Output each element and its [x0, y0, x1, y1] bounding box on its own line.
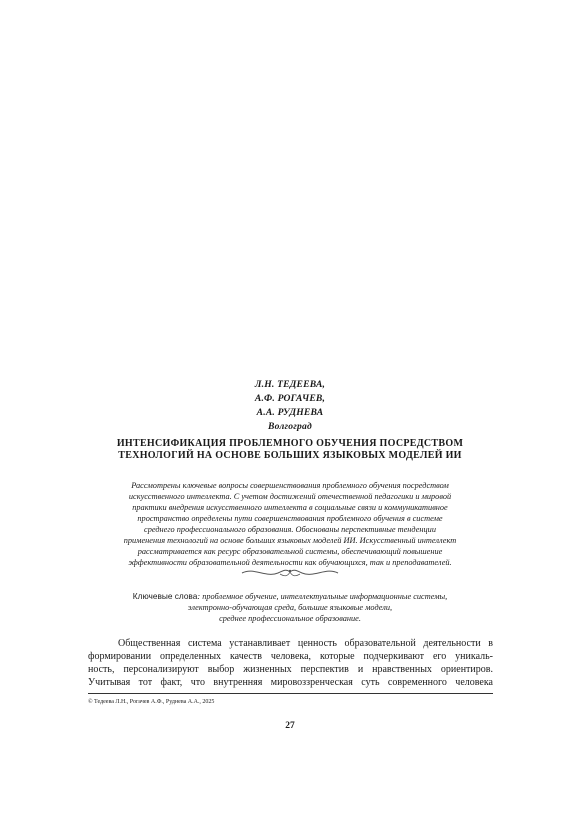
affiliation-city: Волгоград [268, 421, 312, 432]
author-3: А.А. РУДНЕВА [256, 407, 324, 418]
author-2: А.Ф. РОГАЧЕВ, [254, 393, 326, 404]
body-line: Общественная система устанавливает ценность образовательной деятельности в [118, 638, 493, 649]
abstract-line: рассматривается как ресурс образовательной системы, обеспечивающий повышение [137, 547, 443, 556]
keywords-line: электронно-обучающая среда, большие языковые модели, [187, 603, 393, 612]
footnote-divider [88, 693, 493, 694]
article-title [60, 438, 520, 462]
copyright-note: © Тедеева Л.Н., Рогачев А.Ф., Руднева А.А., 2025 [88, 699, 215, 705]
page-number: 27 [285, 721, 295, 731]
body-line: формировании определенных качеств человека, которые подчеркивают его уникаль- [88, 651, 493, 662]
decorative-flourish-icon [240, 565, 340, 579]
body-line: Учитывая тот факт, что внутренняя мировоззренческая суть современного человека [88, 677, 493, 688]
abstract-line: среднего профессионального образования. Обоснованы перспективные тенденции [144, 525, 436, 534]
title-line-2: ТЕХНОЛОГИЙ НА ОСНОВЕ БОЛЬШИХ ЯЗЫКОВЫХ МОДЕЛЕЙ ИИ [118, 450, 462, 461]
abstract-line: пространство определены пути совершенствования проблемного обучения в системе [137, 514, 443, 523]
abstract-line: эффективности образовательной деятельности как обучающихся, так и преподавателей. [128, 558, 452, 567]
abstract [75, 480, 505, 568]
abstract-line: практики внедрения искусственного интеллекта в социальные связи и коммуникативное [132, 503, 448, 512]
author-1: Л.Н. ТЕДЕЕВА, [254, 379, 326, 390]
title-line-1: ИНТЕНСИФИКАЦИЯ ПРОБЛЕМНОГО ОБУЧЕНИЯ ПОСРЕДСТВОМ [116, 438, 464, 449]
keywords-label: Ключевые слова [132, 591, 198, 601]
authors-block [0, 378, 580, 434]
abstract-line: искусственного интеллекта. С учетом достижений отечественной педагогики и мировой [128, 492, 452, 501]
keywords-line: : проблемное обучение, интеллектуальные информационные системы, [197, 592, 448, 601]
abstract-line: применения технологий на основе больших языковых моделей ИИ. Искусственный интеллект [123, 536, 457, 545]
keywords-block [60, 591, 520, 624]
abstract-line: Рассмотрены ключевые вопросы совершенствования проблемного обучения посредством [131, 481, 449, 490]
body-line: ность, персонализируют выбор жизненных перспектив и нравственных ориентиров. [88, 664, 493, 675]
body-paragraph [88, 637, 493, 689]
keywords-line: среднее профессиональное образование. [219, 614, 361, 623]
